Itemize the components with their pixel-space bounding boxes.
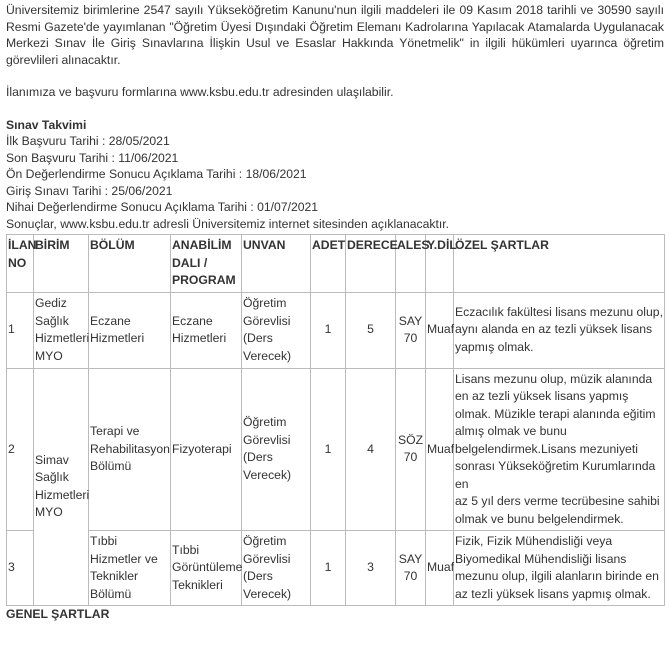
cell-bolum: Tıbbi Hizmetler ve Teknikler Bölümü [89,531,171,606]
cell-ales: SÖZ 70 [396,368,426,531]
schedule-final-evaluation: Nihai Değerlendirme Sonucu Açıklama Tarihi : 01/07/2021 [6,200,319,214]
cell-ydil: Muaf [426,531,454,606]
header-ales: ALES [396,235,426,293]
cell-unvan: Öğretim Görevlisi (Ders Verecek) [242,292,311,368]
header-bolum: BÖLÜM [89,235,171,293]
cell-ydil: Muaf [426,292,454,368]
cell-adet: 1 [311,368,346,531]
table-row [7,531,665,606]
header-adet: ADET [311,235,346,293]
cell-birim: Gediz Sağlık Hizmetleri MYO [34,292,89,368]
header-unvan: UNVAN [242,235,311,293]
ozel-sartlar-part1: Lisans mezunu olup, müzik alanında en az tezli yüksek lisans yapmış olmak. Müzikle terapi alanında eğitim almış olmak ve bunu belgelendirmek.Lisans mezuniyeti sonrası Yükseköğretim Kurumlarında en [455,371,656,491]
table-row [7,292,665,368]
schedule-results-note: Sonuçlar, www.ksbu.edu.tr adresli Üniversitemiz internet sitesinden açıklanacaktır. [6,216,450,231]
header-program: ANABİLİM DALI / PROGRAM [171,235,242,293]
forms-line: İlanımıza ve başvuru formlarına www.ksbu.edu.tr adresinden ulaşılabilir. [6,85,394,99]
cell-ozel-sartlar: Eczacılık fakültesi lisans mezunu olup, aynı alanda en az tezli yüksek lisans yapmış olmak. [454,292,665,368]
schedule-pre-evaluation: Ön Değerlendirme Sonucu Açıklama Tarihi : 18/06/2021 [6,167,307,181]
table-row [7,368,665,531]
header-derece: DERECE [346,235,396,293]
positions-table [6,234,665,606]
cell-ozel-sartlar [454,368,665,531]
cell-no: 3 [7,531,34,606]
cell-ydil: Muaf [426,368,454,531]
ozel-sartlar-part2: az 5 yıl ders verme tecrübesine sahibi olmak ve bunu belgelendirmek. [455,494,660,526]
intro-paragraph: Üniversitemiz birimlerine 2547 sayılı Yükseköğretim Kanunu'nun ilgili maddeleri ile 09 Kasım 2018 tarihli ve 30590 sayılı Resmi Gazete'de yayımlanan "Öğretim Üyesi Dışındaki Öğretim Elemanı Kadrolarına Yapılacak Atamalarda Uygulanacak Merkezi Sınav İle Giriş Sınavlarına İlişkin Usul ve Esaslar Hakkında Yönetmelik" in ilgili hükümleri uyarınca öğretim görevlileri alınacaktır. [6,3,664,67]
header-birim: BİRİM [34,235,89,293]
cell-no: 2 [7,368,34,531]
cell-unvan: Öğretim Görevlisi (Ders Verecek) [242,368,311,531]
general-conditions-heading: GENEL ŞARTLAR [6,607,110,621]
cell-program: Fizyoterapi [171,368,242,531]
schedule-entrance-exam: Giriş Sınavı Tarihi : 25/06/2021 [6,183,173,198]
cell-birim: Simav Sağlık Hizmetleri MYO [34,368,89,606]
cell-ales: SAY 70 [396,292,426,368]
cell-no: 1 [7,292,34,368]
cell-derece: 4 [346,368,396,531]
cell-adet: 1 [311,531,346,606]
cell-program: Tıbbi Görüntüleme Teknikleri [171,531,242,606]
cell-ales: SAY 70 [396,531,426,606]
cell-derece: 5 [346,292,396,368]
cell-ozel-sartlar: Fizik, Fizik Mühendisliği veya Biyomedikal Mühendisliği lisans mezunu olup, ilgili alanların birinde en az tezli yüksek lisans yapmış olmak. [454,531,665,606]
cell-bolum: Terapi ve Rehabilitasyon Bölümü [89,368,171,531]
cell-unvan: Öğretim Görevlisi (Ders Verecek) [242,531,311,606]
schedule-first-application: İlk Başvuru Tarihi : 28/05/2021 [6,134,170,148]
schedule-last-application: Son Başvuru Tarihi : 11/06/2021 [6,150,179,165]
table-header-row [7,235,665,293]
schedule-title: Sınav Takvimi [6,117,87,132]
header-ydil: Y.DİL [426,235,454,293]
header-ilan-no: İLAN NO [7,235,34,293]
cell-derece: 3 [346,531,396,606]
cell-adet: 1 [311,292,346,368]
cell-bolum: Eczane Hizmetleri [89,292,171,368]
cell-program: Eczane Hizmetleri [171,292,242,368]
header-ozel-sartlar: ÖZEL ŞARTLAR [454,235,665,293]
